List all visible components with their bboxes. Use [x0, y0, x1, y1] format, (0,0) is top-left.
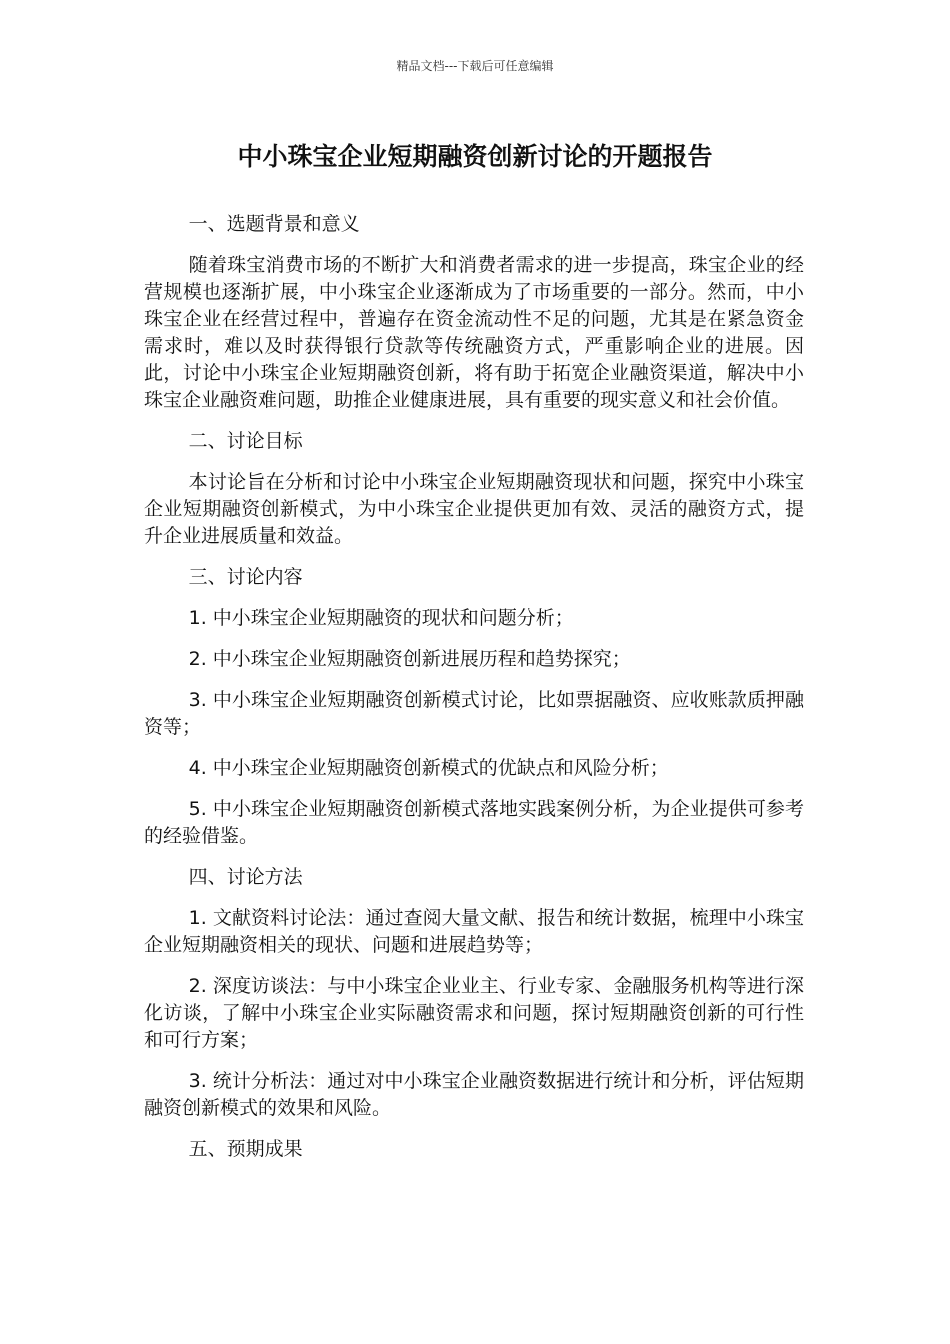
document-title: 中小珠宝企业短期融资创新讨论的开题报告	[237, 142, 713, 171]
header-note: 精品文档---下载后可任意编辑	[396, 59, 554, 73]
section-heading-content: 三、讨论内容	[188, 566, 303, 588]
document-body	[144, 211, 804, 1177]
content-item-2: 2. 中小珠宝企业短期融资创新进展历程和趋势探究；	[188, 648, 631, 670]
method-item-1: 1. 文献资料讨论法：通过查阅大量文献、报告和统计数据，梳理中小珠宝企业短期融资相关的现状、问题和进展趋势等；	[144, 907, 804, 956]
method-item-2: 2. 深度访谈法：与中小珠宝企业业主、行业专家、金融服务机构等进行深化访谈，了解中小珠宝企业实际融资需求和问题，探讨短期融资创新的可行性和可行方案；	[144, 975, 804, 1051]
content-item-3: 3. 中小珠宝企业短期融资创新模式讨论，比如票据融资、应收账款质押融资等；	[144, 689, 804, 738]
section-heading-background: 一、选题背景和意义	[188, 213, 360, 235]
paragraph-goals: 本讨论旨在分析和讨论中小珠宝企业短期融资现状和问题，探究中小珠宝企业短期融资创新模式，为中小珠宝企业提供更加有效、灵活的融资方式，提升企业进展质量和效益。	[144, 471, 804, 547]
paragraph-background: 随着珠宝消费市场的不断扩大和消费者需求的进一步提高，珠宝企业的经营规模也逐渐扩展，中小珠宝企业逐渐成为了市场重要的一部分。然而，中小珠宝企业在经营过程中，普遍存在资金流动性不足的问题，尤其是在紧急资金需求时，难以及时获得银行贷款等传统融资方式，严重影响企业的进展。因此，讨论中小珠宝企业短期融资创新，将有助于拓宽企业融资渠道，解决中小珠宝企业融资难问题，助推企业健康进展，具有重要的现实意义和社会价值。	[144, 254, 804, 411]
content-item-4: 4. 中小珠宝企业短期融资创新模式的优缺点和风险分析；	[188, 757, 669, 779]
section-heading-outcomes: 五、预期成果	[188, 1138, 303, 1160]
method-item-3: 3. 统计分析法：通过对中小珠宝企业融资数据进行统计和分析，评估短期融资创新模式的效果和风险。	[144, 1070, 804, 1119]
section-heading-goals: 二、讨论目标	[188, 430, 303, 452]
content-item-5: 5. 中小珠宝企业短期融资创新模式落地实践案例分析，为企业提供可参考的经验借鉴。	[144, 798, 804, 847]
section-heading-methods: 四、讨论方法	[188, 866, 303, 888]
content-item-1: 1. 中小珠宝企业短期融资的现状和问题分析；	[188, 607, 574, 629]
